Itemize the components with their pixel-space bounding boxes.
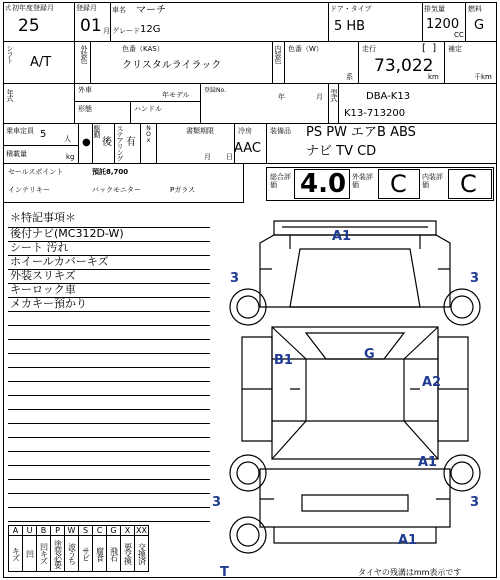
books-day: 日: [226, 153, 233, 161]
mark-front: A1: [332, 229, 352, 244]
legend-code: A: [9, 526, 23, 536]
interior-grade-label: 内装評価: [422, 173, 443, 189]
legend-code: P: [51, 526, 65, 536]
legend-meaning: 波うち: [65, 536, 79, 572]
sales-point-2: バックモニター: [92, 186, 141, 194]
aircon-label: 冷房: [238, 127, 252, 135]
mark-hood: B1: [274, 353, 293, 368]
reg-no-label: 登録No.: [204, 87, 226, 94]
legend-code: B: [37, 526, 51, 536]
damage-legend: [8, 525, 149, 572]
mark-rear: A1: [398, 533, 418, 548]
first-reg-month: 01: [80, 16, 102, 36]
interior-grade: C: [460, 170, 477, 198]
equip-line2: ナビ TV CD: [306, 144, 377, 159]
grade-label: グレード: [112, 27, 140, 35]
car-name: マーチ: [136, 5, 166, 16]
sales-point-1: インテリキー: [8, 186, 50, 194]
legend-code: S: [79, 526, 93, 536]
kg-unit: kg: [66, 153, 75, 161]
fuel-label: 燃料: [468, 5, 482, 13]
mark-right-rear: A1: [418, 455, 438, 470]
car-diagram: [214, 209, 496, 573]
cargo-label: 積載量: [6, 150, 27, 158]
books-month: 月: [204, 153, 211, 161]
legend-meaning: 凹キズ: [37, 536, 51, 572]
drive-rear: 後: [102, 137, 112, 148]
legend-meaning: 要交換: [121, 536, 135, 572]
mark-right-door: A2: [422, 375, 442, 390]
model-type-label: 型式: [330, 89, 338, 101]
first-reg-shiki: 式: [5, 5, 12, 12]
note-6: メカキー預かり: [10, 297, 87, 310]
legend-code: W: [65, 526, 79, 536]
sales-label: セールスポイント: [8, 168, 64, 176]
equip-line1: PS PW エアB ABS: [306, 125, 416, 140]
model-type: DBA-K13: [366, 91, 411, 102]
car-name-label: 車名: [112, 6, 126, 14]
person-unit: 人: [64, 135, 71, 143]
interior-color-code-label: 色番（W）: [288, 45, 323, 53]
mark-rear-right-tire: 3: [470, 495, 480, 510]
first-reg-year: 25: [18, 16, 40, 36]
overall-grade-label: 総合評価: [270, 173, 291, 189]
aircon-equipped: 有: [126, 137, 136, 148]
legend-meaning: 飛石: [107, 536, 121, 572]
exterior-color-label: 外装色: [80, 45, 88, 63]
interior-color-label: 内装色: [274, 45, 282, 63]
notes-title: ＊特記事項＊: [10, 211, 76, 224]
cc-unit: CC: [454, 31, 464, 39]
km-ex: 千km: [474, 73, 492, 81]
exterior-grade: C: [390, 170, 407, 198]
legend-code: C: [93, 526, 107, 536]
mark-front-right-tire: 3: [470, 271, 480, 286]
legend-code: X: [121, 526, 135, 536]
legend-meaning: 凹: [23, 536, 37, 572]
legend-meaning: 交換済: [135, 536, 149, 572]
tire-note: タイヤの残溝はmm表示です: [358, 568, 462, 577]
door-type-label: ドア・タイプ: [330, 5, 372, 13]
color-name: クリスタルライラック: [122, 60, 222, 71]
row3-year-label: 年式: [6, 89, 14, 101]
legend-code: G: [107, 526, 121, 536]
note-3: ホイールカバーキズ: [10, 255, 109, 268]
first-reg-label: 初年度登録月: [12, 4, 54, 12]
legend-meaning: キズ: [9, 536, 23, 572]
displacement: 1200: [426, 17, 460, 32]
note-5: キーロック車: [10, 283, 76, 296]
aircon: AAC: [234, 141, 261, 156]
note-1: 後付ナビ(MC312D-W): [10, 227, 124, 240]
handle-label: ハンドル: [134, 105, 162, 113]
row3-year: 年: [278, 93, 285, 101]
month-suffix: 月: [103, 27, 110, 35]
row3-month: 月: [316, 93, 323, 101]
shift-label: シフト: [6, 45, 14, 63]
door-type: 5 HB: [334, 19, 366, 34]
mileage: 73,022: [374, 56, 434, 76]
mark-front-left-tire: 3: [230, 271, 240, 286]
overall-grade: 4.0: [300, 169, 347, 199]
grade: 12G: [140, 24, 161, 35]
reg-month-label: 登録月: [76, 4, 97, 12]
fixed-label: 補定: [448, 45, 462, 53]
passengers: 5: [40, 129, 47, 140]
sales-point-3: Pガラス: [170, 186, 196, 194]
legend-code: U: [23, 526, 37, 536]
legend-code: XX: [136, 526, 147, 535]
mark-windshield: G: [364, 347, 375, 362]
note-4: 外装スリキズ: [10, 269, 76, 282]
legend-meaning: 塗装必要: [51, 536, 65, 572]
legend-meaning: 腐食: [93, 536, 107, 572]
recycle-fee: 預託8,700: [92, 168, 129, 176]
passengers-label: 乗車定員: [6, 127, 34, 135]
mileage-label: 走行: [362, 45, 376, 53]
model-year-label: 年モデル: [162, 91, 190, 99]
legend-meaning: サビ: [79, 536, 93, 572]
books-label: 書類期限: [186, 127, 214, 135]
exterior-grade-label: 外装評価: [352, 173, 373, 189]
mark-rear-left-tire: 3: [212, 495, 222, 510]
foreign-car-label: 外車: [78, 86, 92, 94]
equip-label: 装備品: [270, 127, 291, 135]
color-code-label: 色番（KAS）: [122, 45, 164, 53]
auction-sheet: 式 初年度登録月 25 登録月 01 月 車名 マーチ グレード 12G ドア・タイプ 5 HB 排気量 1200 CC 燃料 G シフト A/T 外装色 色番（KAS） クリスタルライラック 内装色 色番（W） 系 走行 [ ] 73,022 km 補定 千km 年式 外車 年モデル 形態 ハンドル 登録No. 年 月 型式 DBA-K13 K13-713200 乗車定員 5 人 積載量 kg ● 駆動 後 ステアリング 有 NOx 書類期限 月 日 冷房 AAC 装備品 PS PW エアB ABS ナビ TV CD セールスポイント 預託8,700 インテリキー バックモニター Pガラス 総合評価 4.0 外装評価 C 内装評価 C ＊特記事項＊ 後付ナビ(MC312D-W) シート 汚れ ホイールカバーキズ 外装スリキズ キーロック車 メカキー預かり A U B P W S C G X XX キズ 凹 凹キズ 塗装必要 波うち サビ 腐食 飛石 要交換 交換済 A1 3 3 B1 G A2 A1 3 3 A1 T タイヤの残溝はmm表示です: [3, 2, 497, 578]
shift: A/T: [30, 55, 52, 70]
km-unit: km: [428, 73, 439, 81]
fuel: G: [474, 18, 485, 33]
mark-tail: T: [220, 565, 229, 580]
note-2: シート 汚れ: [10, 241, 69, 254]
chassis-number: K13-713200: [344, 108, 406, 119]
shape-label: 形態: [78, 105, 92, 113]
interior-suffix: 系: [346, 73, 353, 81]
displacement-label: 排気量: [424, 5, 445, 13]
